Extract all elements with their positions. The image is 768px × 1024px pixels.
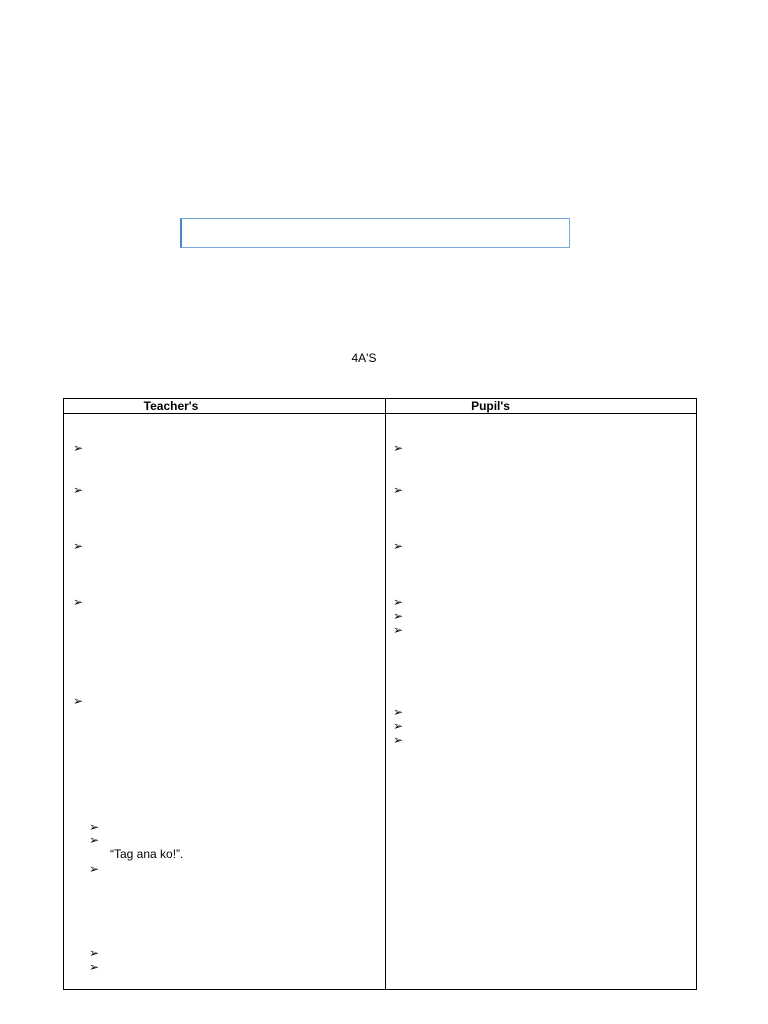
arrow-bullet-icon: ➢ <box>89 960 100 974</box>
arrow-bullet-icon: ➢ <box>393 733 404 747</box>
column-divider <box>385 399 386 989</box>
arrow-bullet-icon: ➢ <box>89 862 100 876</box>
arrow-bullet-icon: ➢ <box>73 539 84 553</box>
arrow-bullet-icon: ➢ <box>73 694 84 708</box>
arrow-bullet-icon: ➢ <box>73 595 84 609</box>
arrow-bullet-icon: ➢ <box>393 705 404 719</box>
arrow-bullet-icon: ➢ <box>393 483 404 497</box>
arrow-bullet-icon: ➢ <box>73 441 84 455</box>
arrow-bullet-icon: ➢ <box>73 483 84 497</box>
document-title: 4A'S <box>351 351 377 365</box>
arrow-bullet-icon: ➢ <box>393 719 404 733</box>
lesson-table <box>63 398 697 990</box>
arrow-bullet-icon: ➢ <box>393 623 404 637</box>
pupil-column-header: Pupil's <box>471 399 510 413</box>
empty-text-box[interactable] <box>180 218 570 248</box>
arrow-bullet-icon: ➢ <box>393 609 404 623</box>
arrow-bullet-icon: ➢ <box>393 441 404 455</box>
teacher-note-text: “Tag ana ko!”. <box>110 847 184 861</box>
arrow-bullet-icon: ➢ <box>89 833 100 847</box>
header-divider <box>64 413 696 414</box>
arrow-bullet-icon: ➢ <box>393 539 404 553</box>
teacher-column-header: Teacher's <box>143 399 199 413</box>
arrow-bullet-icon: ➢ <box>89 946 100 960</box>
arrow-bullet-icon: ➢ <box>393 595 404 609</box>
arrow-bullet-icon: ➢ <box>89 820 100 834</box>
